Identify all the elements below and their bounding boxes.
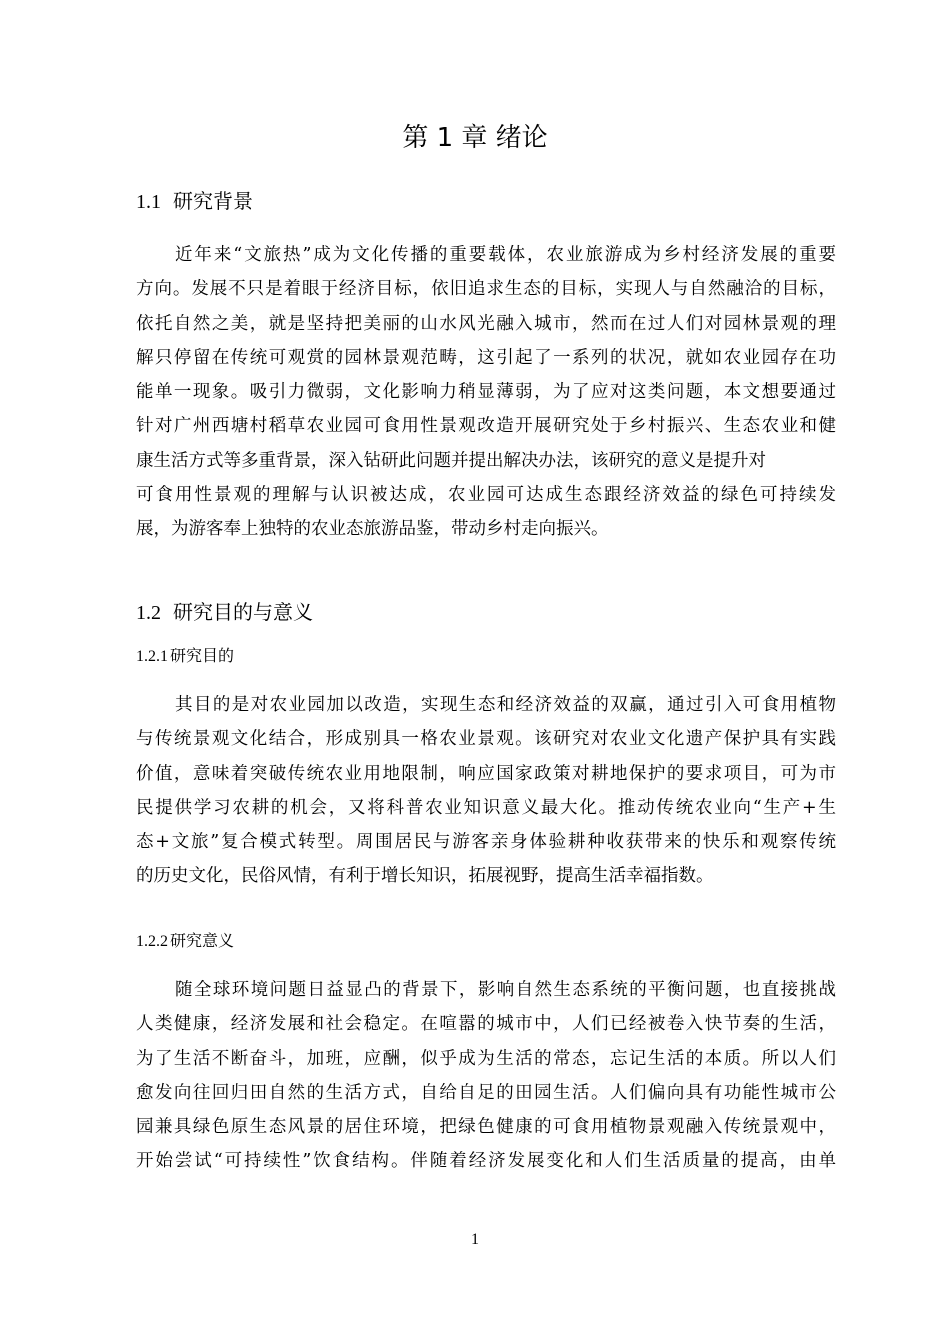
section-number: 1.1	[136, 191, 161, 213]
text-line: 价值，意味着突破传统农业用地限制，响应国家政策对耕地保护的要求项目，可为市	[136, 763, 836, 784]
text-line: 人类健康，经济发展和社会稳定。在喧嚣的城市中，人们已经被卷入快节奏的生活，	[136, 1014, 836, 1035]
text-line: 方向。发展不只是着眼于经济目标，依旧追求生态的目标，实现人与自然融洽的目标，	[136, 279, 836, 300]
text-line: 民提供学习农耕的机会，又将科普农业知识意义最大化。推动传统农业向“生产+生	[136, 797, 836, 818]
paragraph-significance	[136, 973, 836, 1179]
text-line: 园兼具绿色原生态风景的居住环境，把绿色健康的可食用植物景观融入传统景观中，	[136, 1117, 836, 1138]
text-line: 的历史文化，民俗风情，有利于增长知识，拓展视野，提高生活幸福指数。	[136, 866, 714, 887]
section-heading-1-2	[136, 597, 313, 628]
subsection-title: 研究意义	[170, 931, 235, 950]
subsection-number: 1.2.1	[136, 648, 168, 665]
text-line: 可食用性景观的理解与认识被达成，农业园可达成生态跟经济效益的绿色可持续发	[136, 485, 836, 506]
text-line: 解只停留在传统可观赏的园林景观范畴，这引起了一系列的状况，就如农业园存在功	[136, 347, 836, 368]
text-line: 近年来“文旅热”成为文化传播的重要载体，农业旅游成为乡村经济发展的重要	[175, 245, 836, 265]
section-number: 1.2	[136, 602, 161, 624]
subsection-heading-1-2-1	[136, 643, 234, 670]
text-line: 康生活方式等多重背景，深入钻研此问题并提出解决办法，该研究的意义是提升对	[136, 450, 766, 471]
text-line: 随全球环境问题日益显凸的背景下，影响自然生态系统的平衡问题，也直接挑战	[175, 980, 836, 1000]
page-number: 1	[471, 1231, 479, 1248]
text-line: 愈发向往回归田自然的生活方式，自给自足的田园生活。人们偏向具有功能性城市公	[136, 1082, 836, 1103]
subsection-heading-1-2-2	[136, 928, 234, 955]
paragraph-background	[136, 238, 836, 547]
text-line: 与传统景观文化结合，形成别具一格农业景观。该研究对农业文化遗产保护具有实践	[136, 729, 836, 750]
section-heading-1-1	[136, 186, 253, 217]
text-line: 能单一现象。吸引力微弱，文化影响力稍显薄弱，为了应对这类问题，本文想要通过	[136, 382, 836, 403]
text-line: 展，为游客奉上独特的农业态旅游品鉴，带动乡村走向振兴。	[136, 519, 609, 540]
paragraph-purpose	[136, 688, 836, 894]
subsection-title: 研究目的	[170, 646, 235, 665]
text-line: 为了生活不断奋斗，加班，应酬，似乎成为生活的常态，忘记生活的本质。所以人们	[136, 1048, 836, 1069]
subsection-number: 1.2.2	[136, 933, 168, 950]
text-line: 依托自然之美，就是坚持把美丽的山水风光融入城市，然而在过人们对园林景观的理	[136, 313, 836, 334]
chapter-title: 第 1 章 绪论	[402, 123, 548, 153]
section-title: 研究背景	[173, 189, 253, 213]
text-line: 态+文旅”复合模式转型。周围居民与游客亲身体验耕种收获带来的快乐和观察传统	[136, 832, 836, 853]
section-title: 研究目的与意义	[173, 600, 313, 624]
text-line: 开始尝试“可持续性”饮食结构。伴随着经济发展变化和人们生活质量的提高，由单	[136, 1151, 836, 1172]
text-line: 其目的是对农业园加以改造，实现生态和经济效益的双赢，通过引入可食用植物	[175, 695, 836, 715]
text-line: 针对广州西塘村稻草农业园可食用性景观改造开展研究处于乡村振兴、生态农业和健	[136, 416, 836, 437]
